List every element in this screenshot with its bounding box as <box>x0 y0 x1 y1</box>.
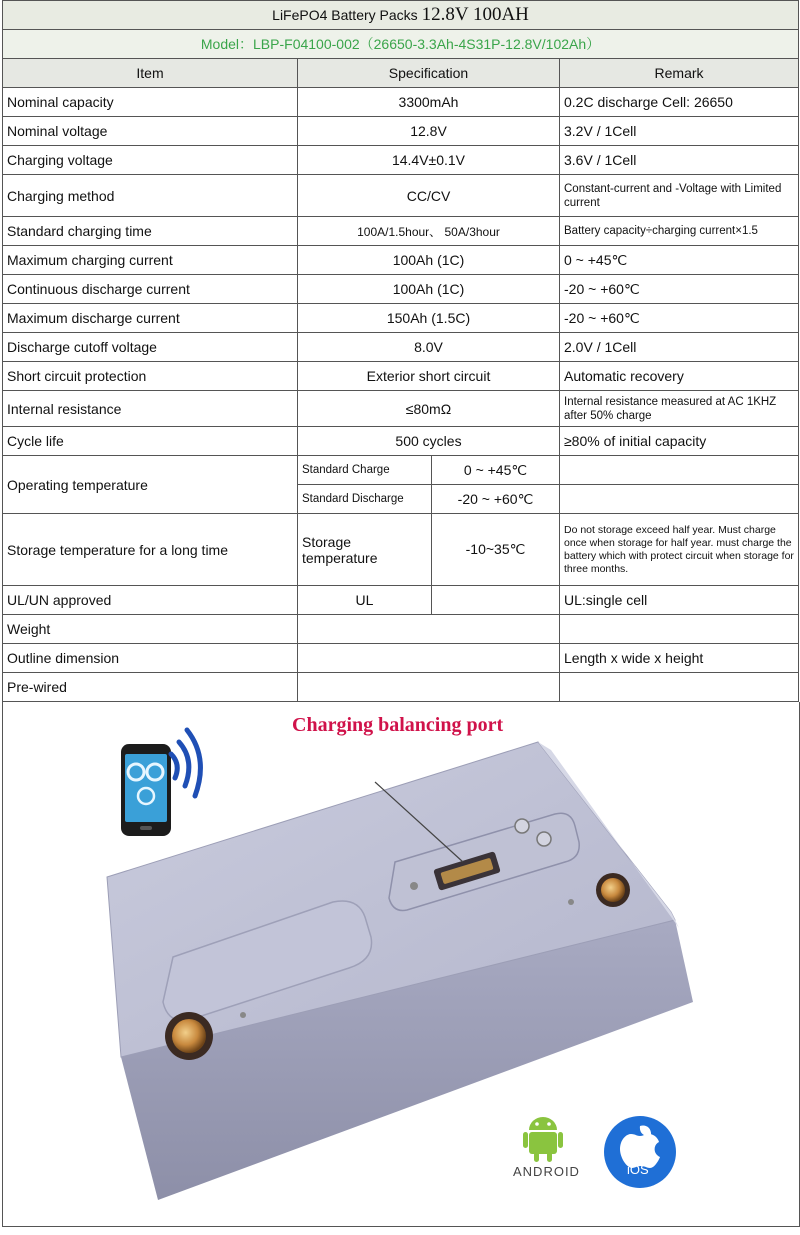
table-row <box>3 362 799 391</box>
header-remark: Remark <box>560 59 799 88</box>
phone-icon <box>121 744 171 836</box>
terminal-negative <box>165 1012 213 1060</box>
outline-item: Outline dimension <box>3 644 298 673</box>
weight-item: Weight <box>3 615 298 644</box>
table-row <box>3 304 799 333</box>
row-item: Nominal capacity <box>3 88 298 117</box>
row-item: Short circuit protection <box>3 362 298 391</box>
approved-spec: UL <box>298 586 432 615</box>
weight-remark <box>560 615 799 644</box>
row-spec: CC/CV <box>298 175 560 217</box>
row-spec: 14.4V±0.1V <box>298 146 560 175</box>
row-item: Discharge cutoff voltage <box>3 333 298 362</box>
spec-sheet <box>2 0 798 1227</box>
row-item: Nominal voltage <box>3 117 298 146</box>
row-spec: Exterior short circuit <box>298 362 560 391</box>
storage-label: Storage temperature <box>298 514 432 586</box>
storage-row <box>3 514 799 586</box>
table-row <box>3 88 799 117</box>
outline-row <box>3 644 799 673</box>
prewired-item: Pre-wired <box>3 673 298 702</box>
product-photo <box>2 702 800 1227</box>
battery-illustration <box>3 702 799 1226</box>
row-spec: 100Ah (1C) <box>298 275 560 304</box>
prewired-spec <box>298 673 560 702</box>
row-remark: 0.2C discharge Cell: 26650 <box>560 88 799 117</box>
row-item: Maximum discharge current <box>3 304 298 333</box>
top-hole <box>568 899 574 905</box>
row-spec: 100A/1.5hour、 50A/3hour <box>298 217 560 246</box>
port-label: Charging balancing port <box>292 714 504 736</box>
wireless-signal-icon <box>171 730 200 796</box>
ios-icon <box>604 1116 676 1188</box>
outline-remark: Length x wide x height <box>560 644 799 673</box>
row-item: Charging voltage <box>3 146 298 175</box>
terminal-positive <box>596 873 630 907</box>
row-spec: ≤80mΩ <box>298 391 560 427</box>
row-item: Cycle life <box>3 427 298 456</box>
header-item: Item <box>3 59 298 88</box>
row-remark: Automatic recovery <box>560 362 799 391</box>
model-row <box>3 30 799 59</box>
operating-row-charge <box>3 456 799 485</box>
operating-charge-label: Standard Charge <box>298 456 432 485</box>
operating-charge-remark <box>560 456 799 485</box>
row-item: Charging method <box>3 175 298 217</box>
title-spec: 12.8V 100AH <box>421 4 529 25</box>
row-remark: 3.2V / 1Cell <box>560 117 799 146</box>
model-text: Model：LBP-F04100-002（26650-3.3Ah-4S31P-12.8V/102Ah） <box>3 30 799 59</box>
row-remark: Constant-current and -Voltage with Limited current <box>560 175 799 217</box>
title-prefix: LiFePO4 Battery Packs <box>272 7 418 23</box>
approved-empty <box>432 586 560 615</box>
row-spec: 3300mAh <box>298 88 560 117</box>
operating-charge-value: 0 ~ +45℃ <box>432 456 560 485</box>
row-remark: 0 ~ +45℃ <box>560 246 799 275</box>
operating-item: Operating temperature <box>3 456 298 514</box>
title-row <box>3 1 799 30</box>
top-hole <box>240 1012 246 1018</box>
spec-table <box>2 0 799 702</box>
row-item: Internal resistance <box>3 391 298 427</box>
table-row <box>3 217 799 246</box>
android-icon <box>523 1117 563 1162</box>
row-spec: 12.8V <box>298 117 560 146</box>
table-row <box>3 427 799 456</box>
operating-discharge-value: -20 ~ +60℃ <box>432 485 560 514</box>
row-remark: 2.0V / 1Cell <box>560 333 799 362</box>
page-title <box>3 1 799 30</box>
table-row <box>3 246 799 275</box>
storage-remark: Do not storage exceed half year. Must charge once when storage for half year. must charge the battery which with protect circuit when storage for three months. <box>560 514 799 586</box>
approved-row <box>3 586 799 615</box>
row-item: Continuous discharge current <box>3 275 298 304</box>
header-spec: Specification <box>298 59 560 88</box>
storage-item: Storage temperature for a long time <box>3 514 298 586</box>
header-row <box>3 59 799 88</box>
panel-hole <box>410 882 418 890</box>
table-row <box>3 333 799 362</box>
panel-screw <box>537 832 551 846</box>
table-row <box>3 275 799 304</box>
storage-value: -10~35℃ <box>432 514 560 586</box>
row-spec: 100Ah (1C) <box>298 246 560 275</box>
weight-spec <box>298 615 560 644</box>
prewired-remark <box>560 673 799 702</box>
row-spec: 500 cycles <box>298 427 560 456</box>
row-remark: Battery capacity÷charging current×1.5 <box>560 217 799 246</box>
operating-discharge-remark <box>560 485 799 514</box>
row-item: Maximum charging current <box>3 246 298 275</box>
table-row <box>3 146 799 175</box>
row-remark: -20 ~ +60℃ <box>560 304 799 333</box>
row-spec: 150Ah (1.5C) <box>298 304 560 333</box>
table-row <box>3 175 799 217</box>
row-remark: ≥80% of initial capacity <box>560 427 799 456</box>
weight-row <box>3 615 799 644</box>
table-row <box>3 391 799 427</box>
row-remark: -20 ~ +60℃ <box>560 275 799 304</box>
row-spec: 8.0V <box>298 333 560 362</box>
approved-item: UL/UN approved <box>3 586 298 615</box>
prewired-row <box>3 673 799 702</box>
ios-label: iOS <box>627 1162 649 1177</box>
row-remark: Internal resistance measured at AC 1KHZ after 50% charge <box>560 391 799 427</box>
android-label: ANDROID <box>513 1164 580 1179</box>
row-remark: 3.6V / 1Cell <box>560 146 799 175</box>
table-row <box>3 117 799 146</box>
panel-screw <box>515 819 529 833</box>
approved-remark: UL:single cell <box>560 586 799 615</box>
row-item: Standard charging time <box>3 217 298 246</box>
operating-discharge-label: Standard Discharge <box>298 485 432 514</box>
outline-spec <box>298 644 560 673</box>
